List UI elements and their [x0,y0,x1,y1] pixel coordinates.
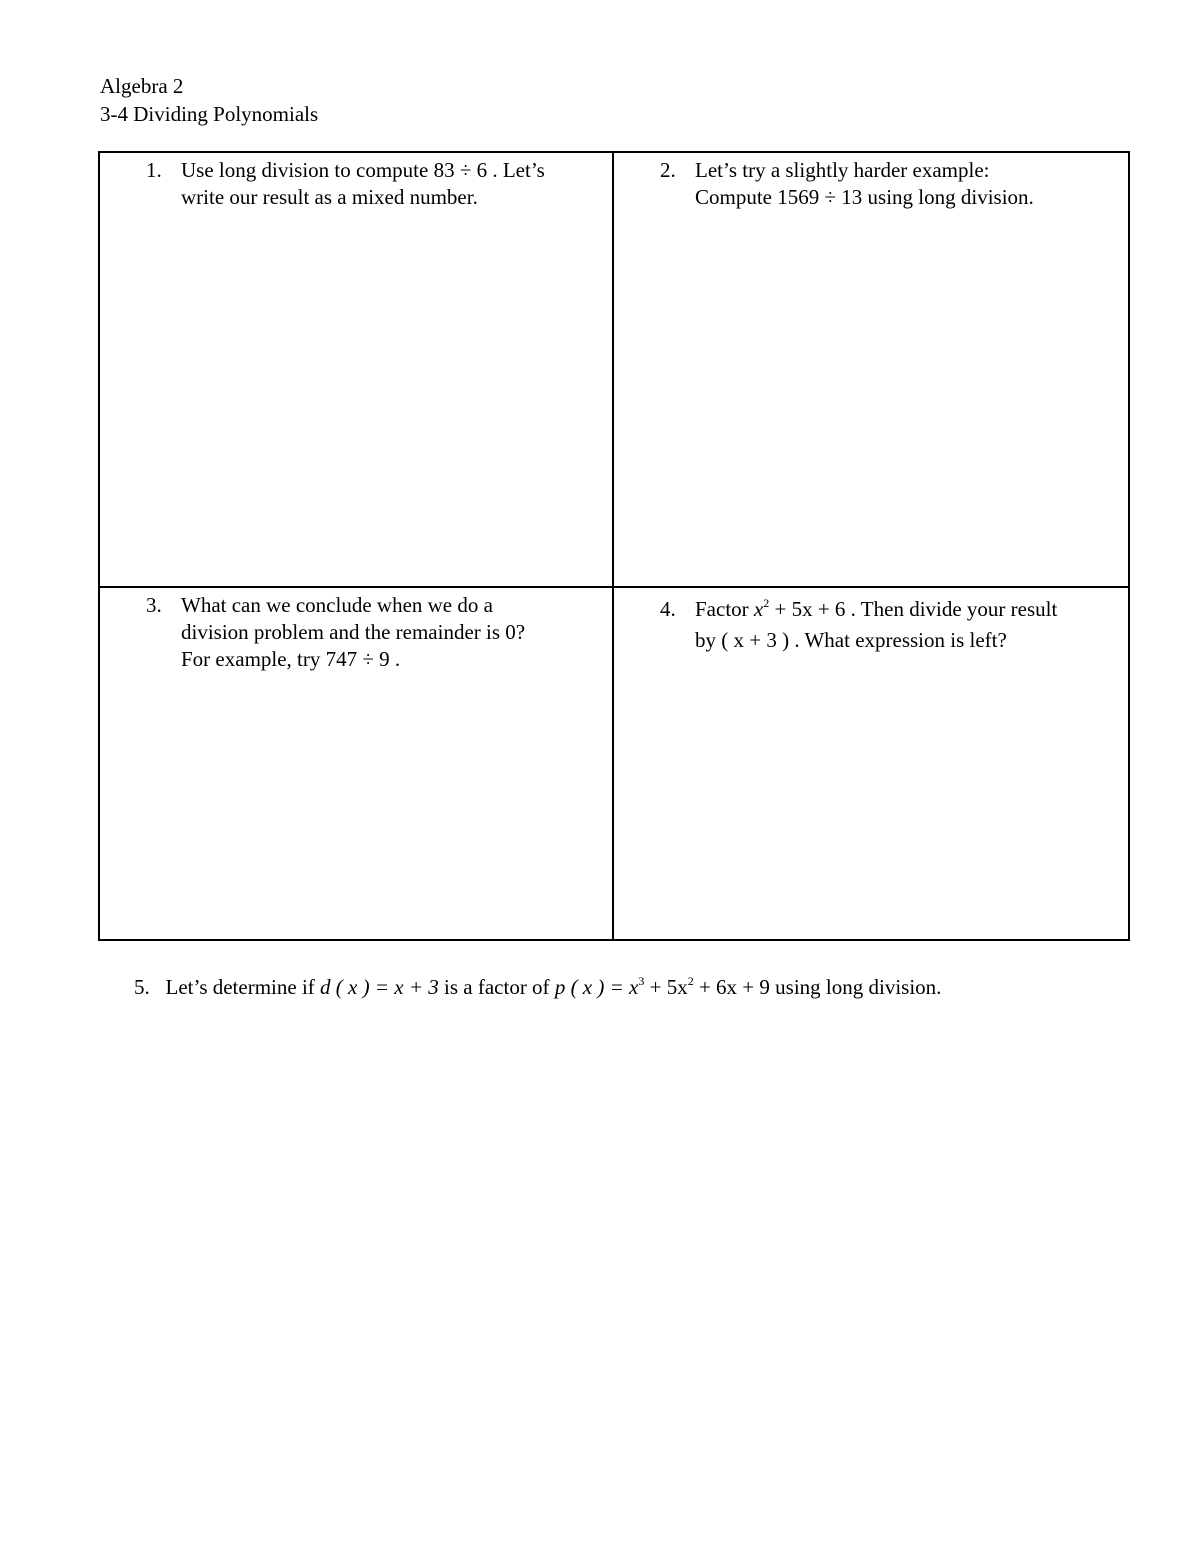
math-expression: $x^2 + 5x + 6$ [753,596,846,621]
problem-text-line [695,594,1120,625]
problem-text-line: For example, try 747 ÷ 9 . [181,647,401,671]
text-fragment: . Then divide your result [850,597,1058,621]
problem-cell-2 [614,153,1128,588]
lesson-title: 3-4 Dividing Polynomials [100,102,319,126]
problem-3 [146,592,586,673]
problem-text-line: Use long division to compute 83 ÷ 6 . Let’s [181,158,545,182]
problem-grid [98,151,1130,941]
text-fragment: by [695,628,722,652]
problem-5 [134,972,941,1002]
text-fragment: using long division. [775,975,942,999]
text-fragment: . What expression is left? [794,628,1007,652]
problem-text-line: Let’s try a slightly harder example: [695,158,990,182]
problem-text-line: Compute 1569 ÷ 13 using long division. [695,185,1034,209]
text-fragment: Let’s determine if [165,975,321,999]
problem-number: 1. [146,158,162,182]
problem-number: 4. [660,597,676,621]
text-fragment: is a factor of [444,975,555,999]
problem-text-line: write our result as a mixed number. [181,185,478,209]
problem-text-line: division problem and the remainder is 0? [181,620,526,644]
problem-4 [660,594,1120,656]
math-expression: ( x + 3 ) [721,628,790,652]
problem-cell-1 [100,153,614,588]
math-expression: p ( x ) = $x^3 + 5x^2 + 6x + 9$ [554,974,770,999]
course-title: Algebra 2 [100,74,184,98]
problem-1 [146,157,586,211]
problem-text-line [695,625,1120,656]
problem-number: 2. [660,158,676,182]
problem-cell-4 [614,588,1128,939]
worksheet-header [100,72,318,128]
math-expression: d ( x ) = x + 3 [320,975,439,999]
problem-2 [660,157,1120,211]
problem-number: 3. [146,593,162,617]
text-fragment: Factor [695,597,754,621]
problem-number: 5. [134,975,150,999]
problem-cell-3 [100,588,614,939]
problem-text-line: What can we conclude when we do a [181,593,493,617]
